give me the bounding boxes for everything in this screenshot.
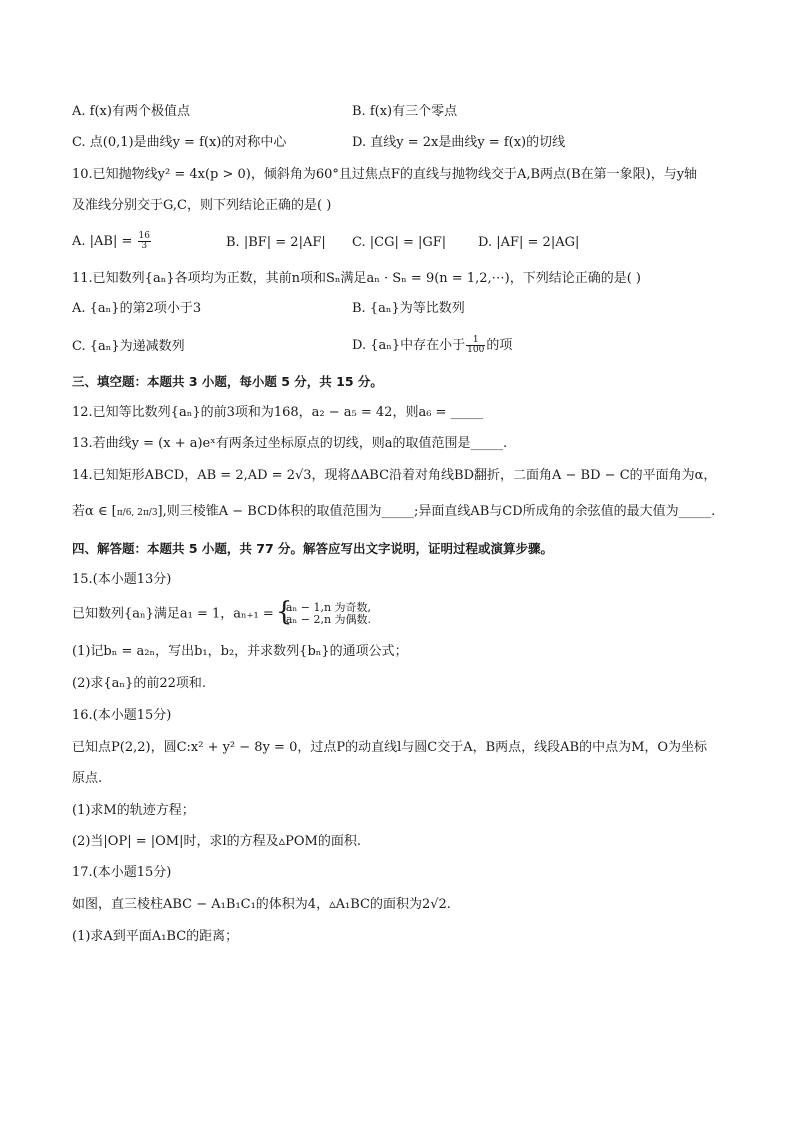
q17-stem: 如图，直三棱柱ABC − A₁B₁C₁的体积为4，▵A₁BC的面积为2√2.: [72, 897, 451, 912]
fraction-denominator: 3: [141, 241, 148, 251]
fraction-numerator: 1: [466, 336, 485, 346]
q15-title: 15.(本小题13分): [72, 572, 172, 587]
q16-part2: (2)当|OP| = |OM|时，求l的方程及▵POM的面积.: [72, 834, 361, 849]
q10-option-c: C. |CG| = |GF|: [352, 235, 447, 250]
q15-part2: (2)求{aₙ}的前22项和.: [72, 676, 207, 691]
fraction: [138, 232, 151, 251]
fraction-numerator: 16: [138, 231, 150, 241]
q11-option-d-suffix: 的项: [486, 338, 513, 353]
q14-line2-suffix: ],则三棱锥A − BCD体积的取值范围为_____;异面直线AB与CD所成角的余弦值的最大值为_____.: [157, 504, 716, 519]
fraction-denominator: 100: [467, 345, 485, 355]
q11-option-c: C. {aₙ}为递减数列: [72, 339, 185, 354]
q9-option-c: C. 点(0,1)是曲线y = f(x)的对称中心: [72, 135, 287, 150]
q10-option-b: B. |BF| = 2|AF|: [226, 235, 326, 250]
q9-option-d: D. 直线y = 2x是曲线y = f(x)的切线: [352, 135, 566, 150]
q15-stem: [72, 602, 371, 626]
q11-stem: 11.已知数列{aₙ}各项均为正数，其前n项和Sₙ满足aₙ · Sₙ = 9(n = 1,2,⋯)，下列结论正确的是( ): [72, 271, 641, 286]
q14-line2-prefix: 若α ∈ [: [72, 504, 117, 519]
q10-stem-line2: 及准线分别交于G,C，则下列结论正确的是( ): [72, 198, 332, 213]
piecewise-cases: [278, 602, 371, 626]
q10-option-d: D. |AF| = 2|AG|: [478, 235, 580, 250]
q14-alpha-range: π/6, 2π/3: [116, 508, 158, 518]
q10-option-a: [72, 232, 152, 251]
q14-line1: 14.已知矩形ABCD，AB = 2,AD = 2√3，现将ΔABC沿着对角线BD翻折，二面角A − BD − C的平面角为α，: [72, 468, 717, 483]
q14-line2: [72, 503, 715, 522]
q11-option-d: [352, 336, 512, 355]
q17-part1: (1)求A到平面A₁BC的距离；: [72, 929, 239, 944]
q9-option-b: B. f(x)有三个零点: [352, 104, 458, 119]
q16-title: 16.(本小题15分): [72, 708, 172, 723]
q10-stem-line1: 10.已知抛物线y² = 4x(p > 0)，倾斜角为60°且过焦点F的直线与抛物线交于A,B两点(B在第一象限)，与y轴: [72, 167, 698, 182]
section-4-heading: 四、解答题：本题共 5 小题，共 77 分。解答应写出文字说明，证明过程或演算步骤。: [72, 541, 554, 556]
q11-option-b: B. {aₙ}为等比数列: [352, 301, 465, 316]
q16-part1: (1)求M的轨迹方程；: [72, 803, 195, 818]
q11-option-d-prefix: D. {aₙ}中存在小于: [352, 338, 466, 353]
q15-part1: (1)记bₙ = a₂ₙ，写出b₁，b₂，并求数列{bₙ}的通项公式；: [72, 644, 408, 659]
q16-stem-line2: 原点.: [72, 771, 103, 786]
fraction: [466, 336, 485, 355]
case-even: aₙ − 2,n 为偶数.: [285, 613, 372, 626]
section-3-heading: 三、填空题：本题共 3 小题，每小题 5 分，共 15 分。: [72, 374, 383, 389]
case-odd: { aₙ − 1,n 为奇数,: [285, 601, 372, 614]
q13-text: 13.若曲线y = (x + a)eˣ有两条过坐标原点的切线，则a的取值范围是_____.: [72, 436, 508, 451]
q10-option-a-prefix: A. |AB| =: [72, 234, 133, 249]
q17-title: 17.(本小题15分): [72, 865, 172, 880]
q15-stem-prefix: 已知数列{aₙ}满足a₁ = 1，aₙ₊₁ =: [72, 606, 274, 622]
q11-option-a: A. {aₙ}的第2项小于3: [72, 301, 202, 316]
q16-stem-line1: 已知点P(2,2)，圆C:x² + y² − 8y = 0，过点P的动直线l与圆C交于A，B两点，线段AB的中点为M，O为坐标: [72, 740, 708, 755]
q9-option-a: A. f(x)有两个极值点: [72, 104, 190, 119]
q12-text: 12.已知等比数列{aₙ}的前3项和为168，a₂ − a₅ = 42，则a₆ = _____: [72, 405, 484, 420]
